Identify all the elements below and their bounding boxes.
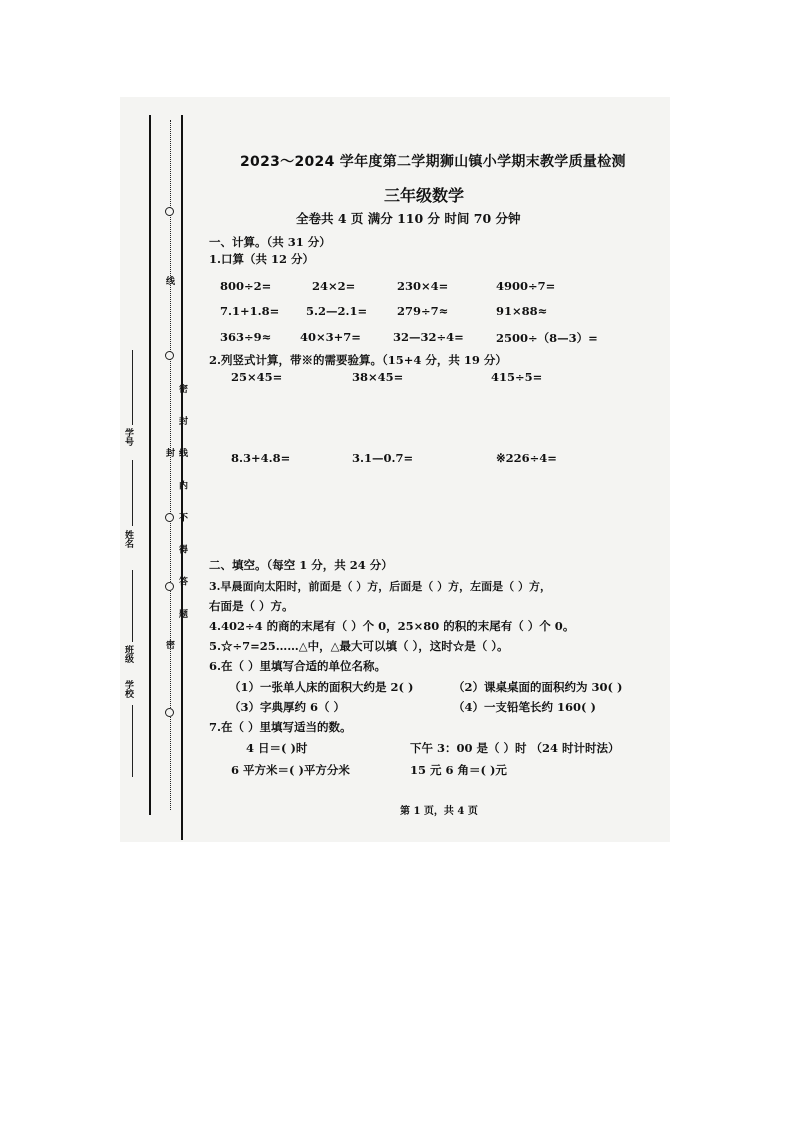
q1-item: 363÷9≈ (220, 330, 272, 344)
q7-item: 下午 3：00 是（ ）时 （24 时计时法） (410, 741, 620, 755)
q1-item: 279÷7≈ (397, 304, 449, 318)
exam-info: 全卷共 4 页 满分 110 分 时间 70 分钟 (296, 211, 521, 226)
margin-rule-outer (149, 115, 151, 815)
q1-item: 24×2= (312, 279, 356, 293)
label-class: 班级 (123, 645, 133, 663)
page-number: 第 1 页，共 4 页 (400, 806, 478, 817)
q1-item: 800÷2= (220, 279, 272, 293)
q2-item: 415÷5= (491, 370, 543, 384)
mark-line: 线 (164, 276, 174, 285)
q6-heading: 6.在（ ）里填写合适的单位名称。 (209, 659, 387, 673)
q2-item: 25×45= (231, 370, 283, 384)
mark-seal: 密 (164, 640, 174, 649)
q7-heading: 7.在（ ）里填写适当的数。 (209, 720, 352, 734)
mark-feng: 封 (164, 448, 174, 457)
label-name: 姓名 (123, 530, 133, 548)
q5: 5.☆÷7=25……△中，△最大可以填（ ），这时☆是（ ）。 (209, 639, 509, 653)
section2-heading: 二、填空。（每空 1 分，共 24 分） (209, 558, 393, 572)
q4: 4.402÷4 的商的末尾有（ ）个 0，25×80 的积的末尾有（ ）个 0。 (209, 619, 575, 633)
binding-hole (165, 582, 174, 591)
binding-hole (165, 351, 174, 360)
margin-dotted-line (170, 120, 171, 810)
number-field-line (132, 350, 133, 425)
q7-item: 4 日＝( )时 (246, 741, 308, 755)
label-student-number: 学号 (123, 428, 133, 446)
q3-line1: 3.早晨面向太阳时，前面是（ ）方，后面是（ ）方，左面是（ ）方， (209, 580, 551, 593)
exam-title: 2023～2024 学年度第二学期狮山镇小学期末教学质量检测 (240, 154, 626, 170)
q2-heading: 2.列竖式计算，带※的需要验算。（15+4 分，共 19 分） (209, 353, 507, 367)
exam-subject: 三年级数学 (384, 186, 465, 205)
q6-item: （4）一支铅笔长约 160( ) (453, 700, 596, 714)
q6-item: （1）一张单人床的面积大约是 2( ) (229, 680, 414, 694)
q1-item: 40×3+7= (300, 330, 361, 344)
q2-item: 3.1—0.7= (352, 451, 414, 465)
label-school: 学校 (123, 680, 133, 698)
q2-item: ※226÷4= (496, 451, 557, 465)
q1-item: 2500÷（8—3）= (496, 331, 598, 345)
q1-item: 4900÷7= (496, 279, 556, 293)
name-field-line (132, 460, 133, 526)
q7-item: 6 平方米＝( )平方分米 (231, 763, 350, 777)
binding-hole (165, 513, 174, 522)
binding-hole (165, 207, 174, 216)
q1-item: 91×88≈ (496, 304, 548, 318)
q2-item: 8.3+4.8= (231, 451, 291, 465)
q1-item: 32—32÷4= (393, 330, 464, 344)
school-field-line (132, 705, 133, 777)
q1-item: 7.1+1.8= (220, 304, 280, 318)
q7-item: 15 元 6 角＝( )元 (410, 763, 507, 777)
q1-heading: 1.口算（共 12 分） (209, 252, 315, 266)
no-answer-notice: 密 封 线 内 不 得 答 题 (177, 384, 187, 628)
q1-item: 5.2—2.1= (306, 304, 368, 318)
q1-item: 230×4= (397, 279, 449, 293)
q2-item: 38×45= (352, 370, 404, 384)
section1-heading: 一、计算。（共 31 分） (209, 235, 331, 249)
binding-hole (165, 708, 174, 717)
q3-line2: 右面是（ ）方。 (209, 599, 294, 613)
q6-item: （2）课桌桌面的面积约为 30( ) (453, 680, 623, 694)
class-field-line (132, 570, 133, 642)
q6-item: （3）字典厚约 6（ ） (229, 700, 346, 714)
